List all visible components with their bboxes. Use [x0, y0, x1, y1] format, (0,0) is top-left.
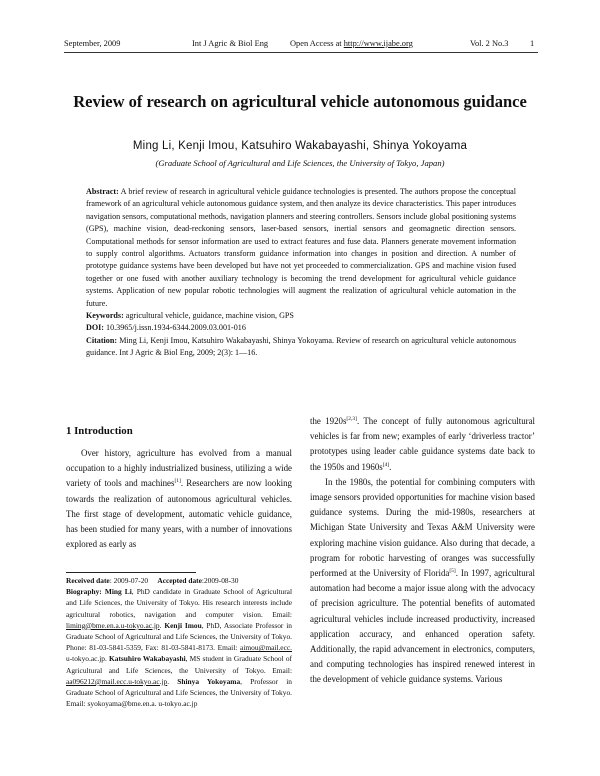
- bio-name-li: Ming Li: [104, 587, 132, 597]
- running-header: [64, 38, 538, 53]
- email-link-imou[interactable]: aimou@mail.ecc.: [240, 643, 292, 653]
- bio-end-li: .: [159, 620, 162, 630]
- biography: [66, 586, 292, 709]
- bio-text-yokoyama: , Professor in Graduate School of Agricultural and Life Sciences, the University of Tokyo. Email: syokoyama@bme.en.a. u-tokyo.ac.jp: [66, 676, 292, 709]
- intro-p1-text-b: . Researchers are now looking towards the realization of autonomous agricultural vehicles. The first stage of development, automatic vehicle guidance, has been studied for many years, with a number of innovations explored as early as: [66, 478, 292, 550]
- intro-paragraph-2: [310, 475, 535, 688]
- paper-title: Review of research on agricultural vehicle autonomous guidance: [73, 92, 527, 111]
- intro-p1-text-a: Over history, agriculture has evolved from a manual occupation to a highly industrialized business, utilizing a wide variety of tools and machines: [66, 448, 292, 489]
- reference-1[interactable]: [1]: [174, 478, 181, 485]
- bio-text-li: , PhD candidate in Graduate School of Agricultural and Life Sciences, the University of Tokyo. His research interests include agricultural robotics, navigation and computer vision. Email:: [66, 587, 292, 619]
- header-open-access-label: Open Access at: [290, 39, 342, 48]
- doi: [86, 322, 516, 334]
- reference-5[interactable]: [5]: [449, 568, 456, 575]
- email-imou-domain: u-tokyo.ac.jp: [66, 654, 105, 664]
- citation: [86, 335, 516, 360]
- keywords-text: agricultural vehicle, guidance, machine vision, GPS: [125, 311, 294, 321]
- bio-name-wakabayashi: Katsuhiro Wakabayashi: [109, 654, 186, 664]
- journal-website-link[interactable]: http://www.ijabe.org: [343, 39, 413, 48]
- header-open-access: [290, 39, 413, 48]
- section-heading-introduction: 1 Introduction: [66, 425, 133, 437]
- accepted-label: Accepted date: [157, 576, 202, 585]
- citation-label: Citation:: [86, 335, 118, 345]
- left-column: [66, 446, 292, 552]
- intro-p2-text-a: In the 1980s, the potential for combining computers with image sensors provided opportunities for machine vision based guidance systems. During the mid-1980s, researchers at Michigan State University and Texas A&M University were exploring machine vision guidance. Also during that decade, a program for robotic harvesting of oranges was successfully performed at the University of Florida: [310, 476, 535, 579]
- biography-label: Biography:: [66, 587, 102, 597]
- intro-p1c-text-c: .: [389, 461, 392, 472]
- footnote-divider: [66, 572, 196, 573]
- intro-p1c-text-b: . The concept of fully autonomous agricultural vehicles is far from new; examples of early ‘driverless tractor’ prototypes using leader cable guidance systems date back to the 1950s and 1960s: [310, 416, 535, 472]
- keywords: [86, 310, 516, 322]
- citation-text: Ming Li, Kenji Imou, Katsuhiro Wakabayashi, Shinya Yokoyama. Review of research on agricultural vehicle autonomous guidance. Int J Agric & Biol Eng, 2009; 2(3): 1—16.: [86, 335, 516, 358]
- paper-authors: Ming Li, Kenji Imou, Katsuhiro Wakabayashi, Shinya Yokoyama: [132, 140, 468, 152]
- header-date: September, 2009: [64, 39, 121, 48]
- keywords-label: Keywords:: [86, 311, 124, 321]
- abstract: [86, 186, 516, 310]
- received-date: : 2009-07-20: [109, 576, 149, 585]
- author-affiliation: (Graduate School of Agricultural and Life Sciences, the University of Tokyo, Japan): [155, 158, 445, 168]
- bio-end-wakabayashi: .: [167, 676, 178, 686]
- footnote-block: [66, 575, 292, 709]
- intro-paragraph-1-continued: [310, 414, 535, 475]
- doi-text: 10.3965/j.issn.1934-6344.2009.03.001-016: [106, 323, 246, 333]
- bio-end-imou: .: [105, 654, 110, 664]
- bio-text-imou: , PhD, Associate Professor in Graduate School of Agricultural and Life Sciences, the University of Tokyo. Phone: 81-03-5841-5359, Fax: 81-03-5841-8173. Email:: [66, 620, 292, 653]
- abstract-text: A brief review of research in agricultural vehicle guidance technologies is presented. The authors propose the conceptual framework of an agricultural vehicle autonomous guidance system, and then analyze its device characteristics. This paper introduces navigation sensors, computational methods, navigation planners and steering controllers. Sensors include global positioning systems (GPS), machine vision, dead-reckoning sensors, laser-based sensors, inertial sensors and geomagnetic direction sensors. Computational methods for sensor information are used to extract features and fuse data. Planners generate movement information to supply control algorithms. Actuators transform guidance information into changes in position and direction. A number of prototype guidance systems have been developed but have not yet proceeded to commercialization. GPS and machine vision fused together or one fused with another auxiliary technology is becoming the trend development for agricultural vehicle guidance systems. Application of new popular robotic technologies will augment the realization of agricultural vehicle automation in the future.: [86, 187, 517, 308]
- abstract-label: Abstract:: [86, 187, 119, 196]
- doi-label: DOI:: [86, 323, 104, 333]
- reference-4[interactable]: [4]: [382, 461, 390, 468]
- header-volume: Vol. 2 No.3: [470, 39, 509, 48]
- bio-name-imou: Kenji Imou: [164, 620, 202, 630]
- bio-name-yokoyama: Shinya Yokoyama: [177, 676, 241, 686]
- email-link-wakabayashi[interactable]: aa096212@mail.ecc.u-tokyo.ac.jp: [66, 676, 168, 686]
- right-column: [310, 414, 535, 688]
- intro-paragraph-1: [66, 446, 292, 552]
- bio-text-wakabayashi: , MS student in Graduate School of Agricultural and Life Sciences, the University of Tokyo. Email:: [66, 654, 292, 675]
- reference-2-3[interactable]: [2,3]: [346, 416, 357, 423]
- accepted-date: :2009-08-30: [201, 576, 239, 585]
- abstract-block: [86, 186, 516, 360]
- intro-p1c-text-a: the 1920s: [310, 416, 347, 426]
- dates-line: [66, 575, 292, 586]
- header-page-number: 1: [530, 39, 535, 48]
- received-label: Received date: [66, 576, 110, 585]
- email-link-li[interactable]: liming@bme.en.a.u-tokyo.ac.jp: [66, 620, 160, 630]
- intro-p2-text-b: . In 1997, agricultural automation had become a major issue along with the advocacy of precision agriculture. The potential benefits of automated agricultural vehicles include increased productivity, increased application accuracy, and enhanced operation safety. Additionally, the rapid advancement in electronics, computers, and computing technologies has inspired renewed interest in the development of vehicle guidance systems. Various: [310, 568, 535, 685]
- header-journal: Int J Agric & Biol Eng: [192, 39, 269, 48]
